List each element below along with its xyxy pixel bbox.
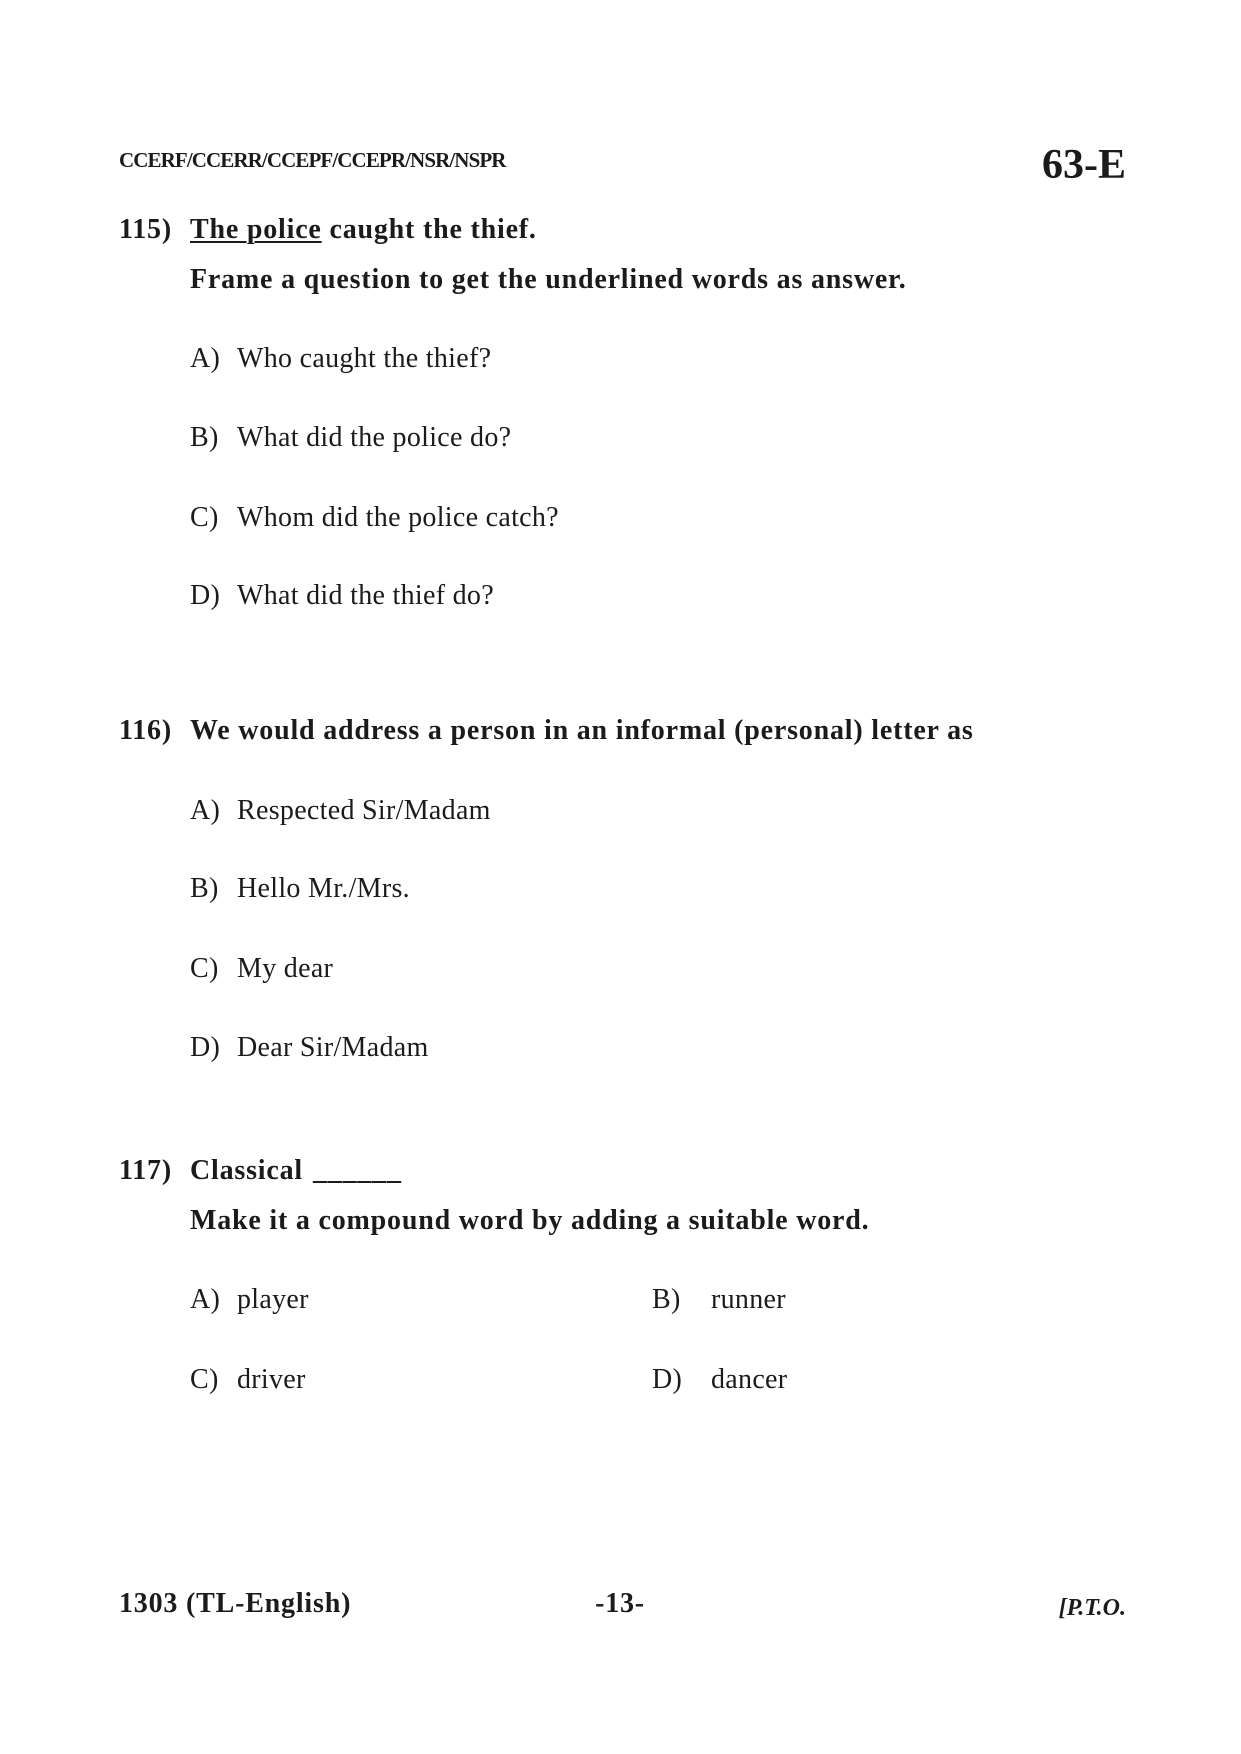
option-text: Who caught the thief? [237, 343, 492, 374]
paper-code-header: CCERF/CCERR/CCEPF/CCEPR/NSR/NSPR [119, 148, 506, 172]
option-text: What did the police do? [237, 422, 512, 453]
option-label: D) [652, 1364, 683, 1395]
option-text: Whom did the police catch? [237, 502, 559, 533]
option-label: B) [652, 1284, 681, 1315]
paper-title-footer: 1303 (TL-English) [119, 1588, 352, 1619]
option-label: D) [190, 580, 221, 611]
option-label: C) [190, 1364, 219, 1395]
option-label: C) [190, 502, 219, 533]
option-label: A) [190, 343, 221, 374]
question-number: 115) [119, 214, 172, 245]
option-text: Dear Sir/Madam [237, 1032, 429, 1063]
question-stem [190, 1154, 402, 1188]
option-text: runner [711, 1284, 786, 1315]
option-label: A) [190, 795, 221, 826]
series-code: 63-E [1042, 142, 1126, 188]
option-text: Hello Mr./Mrs. [237, 873, 410, 904]
question-number: 116) [119, 715, 172, 746]
option-text: driver [237, 1364, 306, 1395]
underlined-words: The police [190, 214, 322, 245]
option-text: player [237, 1284, 309, 1315]
fill-in-blank: ______ [312, 1155, 402, 1186]
option-label: A) [190, 1284, 221, 1315]
option-text: What did the thief do? [237, 580, 494, 611]
question-stem-word: Classical [190, 1155, 303, 1186]
option-text: My dear [237, 953, 334, 984]
question-number: 117) [119, 1155, 172, 1186]
question-stem: We would address a person in an informal (personal) letter as [190, 715, 974, 746]
option-label: C) [190, 953, 219, 984]
question-instruction: Frame a question to get the underlined words as answer. [190, 264, 907, 295]
page-number: -13- [595, 1588, 645, 1619]
option-label: B) [190, 422, 219, 453]
question-instruction: Make it a compound word by adding a suitable word. [190, 1205, 870, 1236]
question-stem-rest: caught the thief. [321, 214, 537, 245]
option-text: dancer [711, 1364, 788, 1395]
please-turn-over-note: [P.T.O. [1058, 1595, 1126, 1621]
option-text: Respected Sir/Madam [237, 795, 491, 826]
option-label: B) [190, 873, 219, 904]
option-label: D) [190, 1032, 221, 1063]
question-stem [190, 213, 537, 247]
